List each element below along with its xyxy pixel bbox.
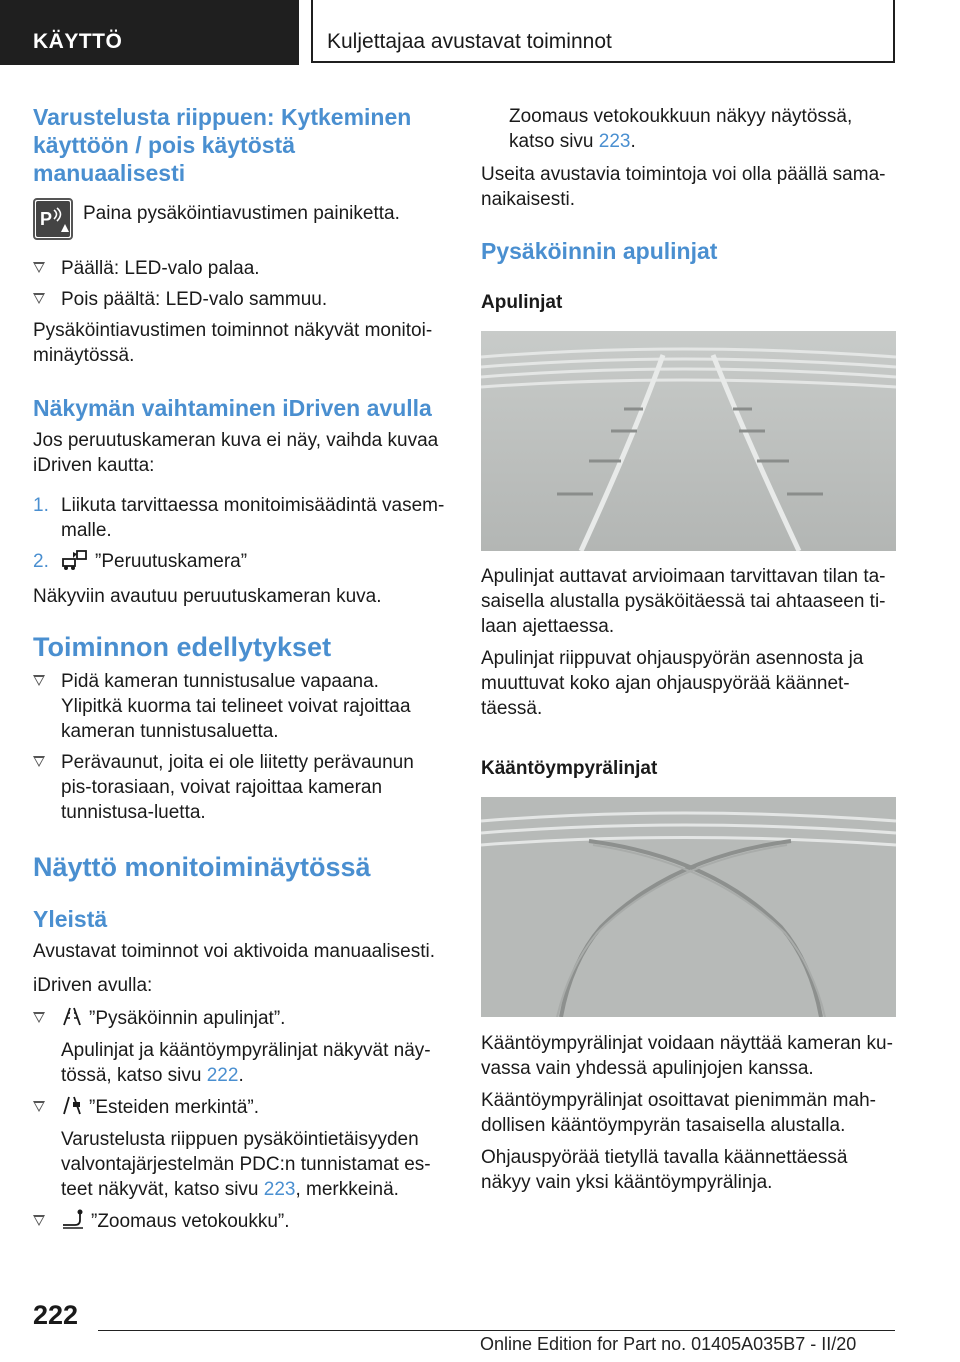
view-result-text: Näkyviin avautuu peruutuskameran kuva. xyxy=(33,586,382,607)
turning-lines-text-2: Kääntöympyrälinjat osoittavat pienimmän mah-dollisen kääntöympyrän tasaisella alustalla. xyxy=(481,1090,876,1136)
heading-display: Näyttö monitoiminäytössä xyxy=(33,852,371,882)
heading-general: Yleistä xyxy=(33,906,108,932)
multi-functions-text: Useita avustavia toimintoja voi olla päällä sama-naikaisesti. xyxy=(481,164,886,210)
option-obstacle-marking xyxy=(33,1095,445,1120)
option-parking-lines-desc xyxy=(33,1038,445,1088)
turning-lines-illustration xyxy=(481,797,896,1017)
footer-edition: Online Edition for Part no. 01405A035B7 - II/20 xyxy=(480,1334,857,1354)
list-item-text: Päällä: LED-valo palaa. xyxy=(61,258,260,279)
aux-lines-illustration xyxy=(481,331,896,551)
step-1 xyxy=(33,493,445,543)
press-button-text: Paina pysäköintiavustimen painiketta. xyxy=(83,203,400,224)
aux-lines-text-1: Apulinjat auttavat arvioimaan tarvittavan tilan ta-saisella alustalla pysäköitäessä tai ahtaaseen ti-laan ajettaessa. xyxy=(481,566,886,637)
obstacle-marking-icon xyxy=(61,1094,83,1116)
zoom-desc: Zoomaus vetokoukkuun näkyy näytössä, katso sivu xyxy=(509,106,853,152)
list-item-on xyxy=(33,256,445,281)
option-parking-lines xyxy=(33,1006,445,1031)
header-section-tab xyxy=(0,0,299,65)
page-link-222[interactable]: 222 xyxy=(206,1065,239,1086)
option-label: ”Pysäköinnin apulinjat”. xyxy=(89,1008,286,1029)
reverse-camera-icon xyxy=(61,549,87,571)
general-text-1: Avustavat toiminnot voi aktivoida manuaalisesti. xyxy=(33,941,436,962)
turning-lines-text-1: Kääntöympyrälinjat voidaan näyttää kameran ku-vassa vain yhdessä apulinjojen kanssa. xyxy=(481,1033,893,1079)
header-chapter-tab xyxy=(311,0,895,63)
heading-turning-lines: Kääntöympyrälinjat xyxy=(481,758,658,779)
svg-text:P: P xyxy=(40,209,53,229)
option-label: ”Zoomaus vetokoukku”. xyxy=(91,1211,290,1232)
option-label: ”Esteiden merkintä”. xyxy=(89,1097,260,1118)
page-number: 222 xyxy=(33,1300,79,1330)
step-number: 2. xyxy=(33,551,49,572)
step-2 xyxy=(33,549,445,574)
step-text: ”Peruutuskamera” xyxy=(95,551,248,572)
bullet-triangle-icon xyxy=(33,675,45,686)
option-desc-end: . xyxy=(238,1065,244,1086)
zoom-hitch-desc xyxy=(481,104,896,154)
general-text-2: iDriven avulla: xyxy=(33,975,153,996)
bullet-triangle-icon xyxy=(33,1101,45,1112)
footer-divider xyxy=(98,1330,895,1331)
functions-shown-text: Pysäköintiavustimen toiminnot näkyvät monitoi-minäytössä. xyxy=(33,320,433,366)
bullet-triangle-icon xyxy=(33,1215,45,1226)
list-item-text: Pois päältä: LED-valo sammuu. xyxy=(61,289,328,310)
heading-view-change: Näkymän vaihtaminen iDriven avulla xyxy=(33,395,432,421)
option-desc: Varustelusta riippuen pysäköintietäisyyden valvontajärjestelmän PDC:n tunnistamat es-teet näkyvät, katso sivu xyxy=(61,1129,431,1200)
view-intro-text: Jos peruutuskameran kuva ei näy, vaihda kuvaa iDriven kautta: xyxy=(33,430,439,476)
bullet-triangle-icon xyxy=(33,262,45,273)
turning-lines-text-3: Ohjauspyörää tietyllä tavalla käännettäessä näkyy vain yksi kääntöympyrälinja. xyxy=(481,1147,848,1193)
bullet-triangle-icon xyxy=(33,293,45,304)
heading-manual-switch: Varustelusta riippuen: Kytkeminen käyttöön / pois käytöstä manuaalisesti xyxy=(33,104,412,186)
step-text: Liikuta tarvittaessa monitoimisäädintä vasem-malle. xyxy=(61,495,445,541)
option-zoom-hitch xyxy=(33,1209,445,1234)
parking-assist-icon xyxy=(33,198,73,240)
page-link-223[interactable]: 223 xyxy=(263,1179,296,1200)
step-number: 1. xyxy=(33,495,49,516)
aux-lines-text-2: Apulinjat riippuvat ohjauspyörän asennosta ja muuttuvat koko ajan ohjauspyörää käännet-täessä. xyxy=(481,648,864,719)
heading-parking-lines: Pysäköinnin apulinjat xyxy=(481,238,718,264)
list-item-text: Pidä kameran tunnistusalue vapaana. Ylipitkä kuorma tai telineet voivat rajoittaa kameran tunnistusaluetta. xyxy=(61,671,411,742)
heading-conditions: Toiminnon edellytykset xyxy=(33,632,332,662)
header-section: KÄYTTÖ xyxy=(33,30,123,53)
option-desc-end: , merkkeinä. xyxy=(295,1179,399,1200)
page-link-223[interactable]: 223 xyxy=(598,131,631,152)
tow-hitch-zoom-icon xyxy=(61,1208,85,1230)
list-item-off xyxy=(33,287,445,312)
heading-aux-lines: Apulinjat xyxy=(481,292,563,313)
list-item-text: Perävaunut, joita ei ole liitetty perävaunun pis-torasiaan, voivat rajoittaa kameran tunnistusa-luetta. xyxy=(61,752,414,823)
condition-2 xyxy=(33,750,445,825)
bullet-triangle-icon xyxy=(33,756,45,767)
press-button-row xyxy=(33,198,445,244)
option-obstacle-desc xyxy=(33,1127,445,1202)
bullet-triangle-icon xyxy=(33,1012,45,1023)
zoom-desc-end: . xyxy=(630,131,636,152)
option-desc: Apulinjat ja kääntöympyrälinjat näkyvät näy-tössä, katso sivu xyxy=(61,1040,431,1086)
condition-1 xyxy=(33,669,445,744)
parking-lines-icon xyxy=(61,1005,83,1027)
header-chapter: Kuljettajaa avustavat toiminnot xyxy=(327,30,612,53)
